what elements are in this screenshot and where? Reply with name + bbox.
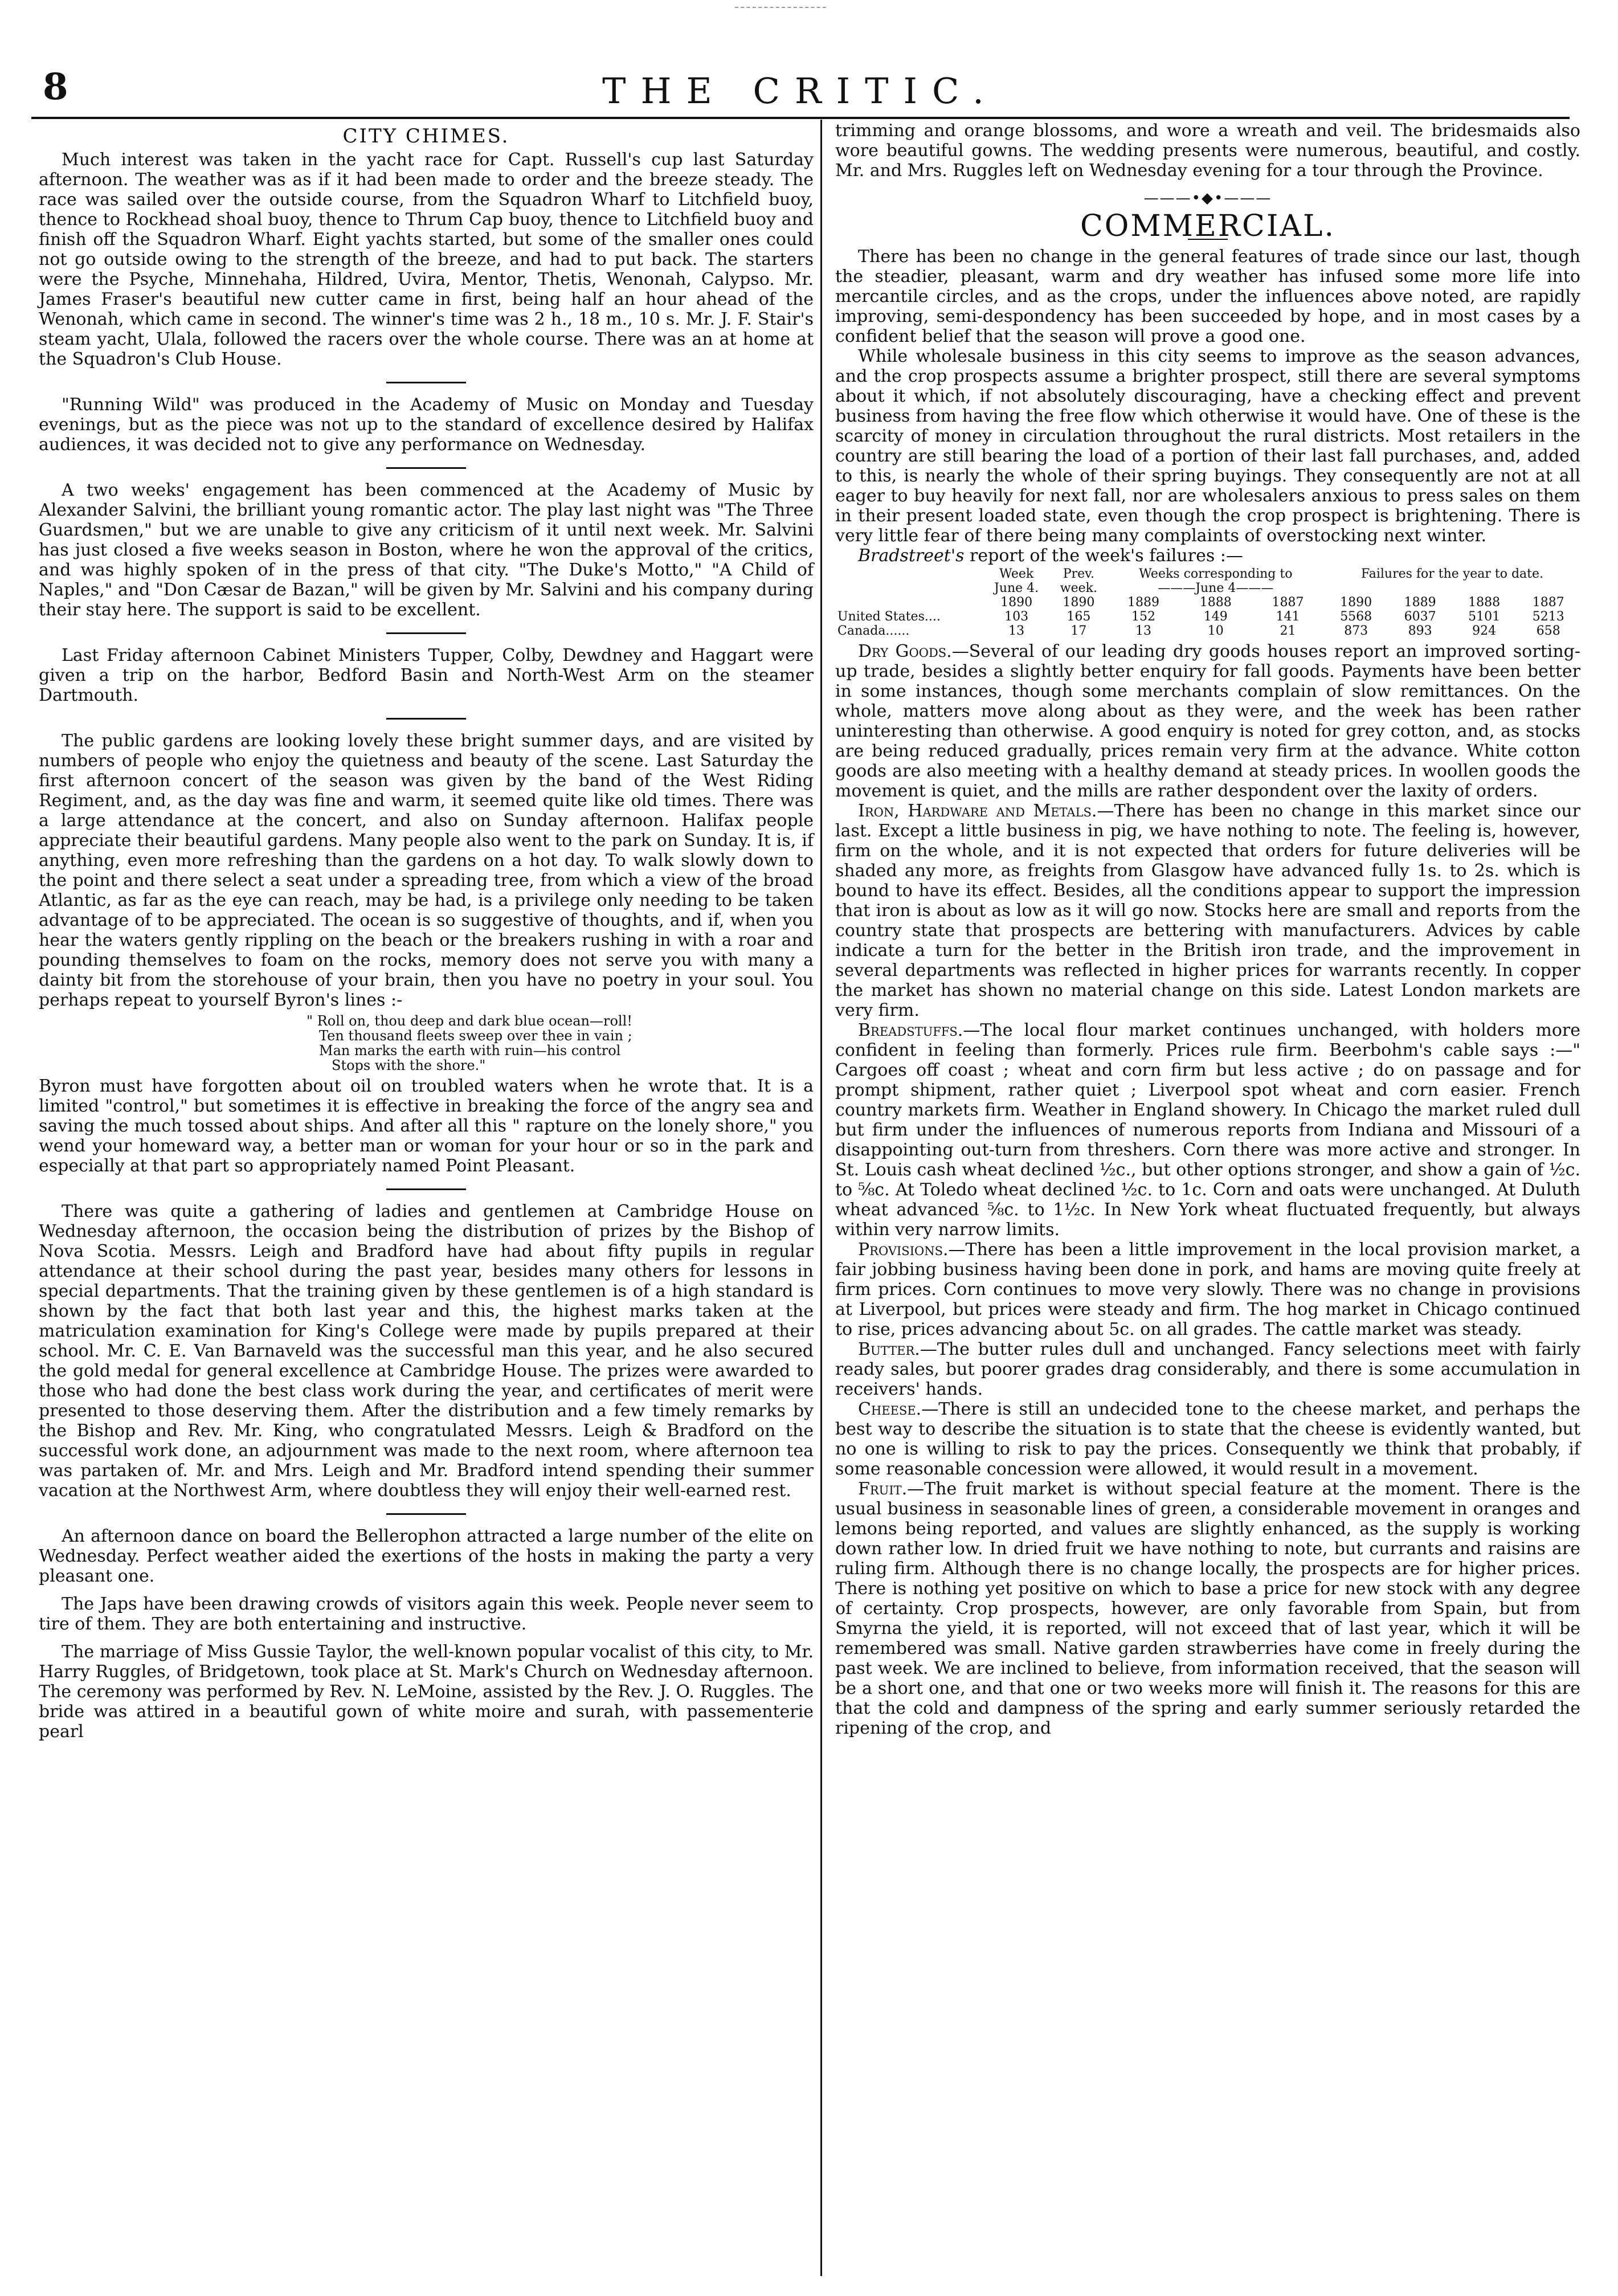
- header-rule: [31, 117, 1570, 119]
- article-public-gardens: The public gardens are looking lovely these bright summer days, and are visited by numbers of people who enjoy the quietness and beauty of the scene. Last Saturday the first afternoon concert of the season was given by the band of the West Riding Regiment, and, as the day was fine and warm, it seemed quite like old times. There was a large attendance at the concert, and also on Sunday afternoon. Halifax people appreciate their beautiful gardens. Many people also went to the park on Sunday. It is, if anything, even more refreshing than the gardens on a hot day. To walk slowly down to the point and there select a seat under a spreading tree, from which a view of the broad Atlantic, as far as the eye can reach, may be had, is a privilege only needing to be taken advantage of to be appreciated. The ocean is so suggestive of thoughts, and if, when you hear the waters gently rippling on the beach or the breakers rushing in with a roar and pounding themselves to foam on the rocks, memory does not serve you with many a dainty bit from the storehouse of your brain, then you have no poetry in your soul. You perhaps repeat to yourself Byron's lines :-: [39, 731, 814, 1010]
- table-cell: 5568: [1340, 610, 1372, 624]
- table-header-cell: ———June 4———: [1158, 581, 1274, 595]
- article-separator: [386, 632, 466, 634]
- article-marriage: The marriage of Miss Gussie Taylor, the well-known popular vocalist of this city, to Mr. Harry Ruggles, of Bridgetown, took place at St. Mark's Church on Wednesday afternoon. The ceremony was performed by Rev. N. LeMoine, assisted by the Rev. J. O. Ruggles. The bride was attired in a beautiful gown of white moire and surah, with passementerie pearl: [39, 1642, 814, 1742]
- byron-quote: [307, 1014, 814, 1073]
- section-label: Iron, Hardware and Metals.: [858, 801, 1097, 821]
- section-text: —The fruit market is without special feature at the moment. There is the usual business in seasonable lines of green, a considerable movement in oranges and lemons being reported, and values are slightly enhanced, as the supply is working down rather low. In dried fruit we have nothing to note, but currants and raisins are ruling firm. Although there is no change locally, the prospects are for higher prices. There is nothing yet positive on which to base a price for new stock with any degree of certainty. Crop prospects, however, are only favorable from Spain, but from Smyrna the yield, it is reported, will not exceed that of last year, which it will be remembered was small. Native garden strawberries have come in freely during the past week. We are inclined to believe, from information received, that the season will be a short one, and that one or two weeks more will finish it. The reasons for this are that the cold and dampness of the spring and early summer seriously retarded the ripening of the crop, and: [835, 1479, 1580, 1738]
- section-label: Fruit.: [858, 1479, 908, 1499]
- market-butter: [835, 1339, 1580, 1399]
- article-yacht-race: Much interest was taken in the yacht race for Capt. Russell's cup last Saturday afternoon. The weather was as if it had been made to order and the breeze steady. The race was sailed over the outside course, from the Squadron Wharf to Litchfield buoy, thence to Rockhead shoal buoy, thence to Thrum Cap buoy, thence to Litchfield buoy and finish off the Squadron Wharf. Eight yachts started, but some of the smaller ones could not go outside owing to the strength of the breeze, and had to put back. The starters were the Psyche, Minnehaha, Hildred, Uvira, Mentor, Thetis, Wenonah, Calypso. Mr. James Fraser's beautiful new cutter came in first, being half an hour ahead of the Wenonah, which came in second. The winner's time was 2 h., 18 m., 10 s. Mr. J. F. Stair's steam yacht, Ulala, followed the racers over the whole course. There was an at home at the Squadron's Club House.: [39, 150, 814, 369]
- scan-mark: [735, 7, 826, 8]
- article-bellerophon: An afternoon dance on board the Bellerophon attracted a large number of the elite on Wednesday. Perfect weather aided the exertions of the hosts in making the party a very pleasant one.: [39, 1526, 814, 1586]
- table-header-cell: [835, 567, 983, 581]
- table-header-cell: Week: [999, 567, 1034, 581]
- table-header-row: [835, 567, 1580, 581]
- table-cell: 658: [1536, 624, 1560, 638]
- bradstreet-name: Bradstreet's: [858, 546, 965, 566]
- ornament-divider: ———•◆•———: [1143, 190, 1272, 207]
- section-text: —There is still an undecided tone to the cheese market, and perhaps the best way to describe the situation is to state that the cheese is evidently wanted, but no one is willing to risk to pay the prices. Consequently we think that probably, if some reasonable concession were allowed, it would result in a movement.: [835, 1399, 1580, 1479]
- year-cell: 1888: [1199, 595, 1232, 610]
- table-cell: 103: [1004, 610, 1029, 624]
- bradstreet-intro: [835, 546, 1580, 566]
- section-text: —The local flour market continues unchanged, with holders more confident in feeling than formerly. Prices rule firm. Beerbohm's cable says :—" Cargoes off coast ; wheat and corn firm but less active ; do on passage and for prompt shipment, rather quiet ; Liverpool spot wheat and corn easier. French country markets firm. Weather in England showery. In Chicago the market ruled dull but firm under the influences of numerous reports from Indiana and Missouri of a disappointing out-turn from threshers. Corn there was more active and stronger. In St. Louis cash wheat declined ½c., but other options stronger, and show a gain of ½c. to ⅝c. At Toledo wheat declined ½c. to 1c. Corn and oats were unchanged. At Duluth wheat advanced ⅝c. to 1½c. In New York wheat fluctuated frequently, but always within very narrow limits.: [835, 1020, 1580, 1240]
- article-byron-comment: Byron must have forgotten about oil on troubled waters when he wrote that. It is a limited "control," but sometimes it is effective in breaking the force of the angry sea and saving the much tossed about ships. And after all this " rapture on the lonely shore," you wend your homeward way, a better man or woman for your hour or so in the park and especially at that part so appropriately named Point Pleasant.: [39, 1076, 814, 1176]
- market-iron: [835, 801, 1580, 1020]
- column-divider: [820, 120, 822, 2276]
- year-cell: 1890: [1340, 595, 1372, 610]
- market-breadstuffs: [835, 1020, 1580, 1240]
- commercial-heading: COMMERCIAL.: [1080, 209, 1335, 243]
- article-cabinet-trip: Last Friday afternoon Cabinet Ministers Tupper, Colby, Dewdney and Haggart were given a trip on the harbor, Bedford Basin and North-West Arm on the steamer Dartmouth.: [39, 646, 814, 705]
- section-label: Cheese.: [858, 1399, 922, 1419]
- bradstreet-text: report of the week's failures :—: [964, 546, 1243, 566]
- poem-line: Man marks the earth with ruin—his control: [319, 1043, 621, 1059]
- poem-line: " Roll on, thou deep and dark blue ocean—roll!: [307, 1013, 632, 1029]
- row-label: Canada......: [837, 624, 910, 638]
- masthead-title: THE CRITIC.: [602, 70, 999, 112]
- article-separator: [386, 1188, 466, 1190]
- market-provisions: [835, 1240, 1580, 1339]
- year-cell: 1887: [1272, 595, 1304, 610]
- year-cell: 1888: [1468, 595, 1501, 610]
- table-cell: 165: [1067, 610, 1091, 624]
- year-cell: 1887: [1532, 595, 1564, 610]
- right-column: [835, 121, 1580, 1738]
- left-column: [39, 121, 814, 1742]
- table-cell: 13: [1135, 624, 1151, 638]
- article-salvini: A two weeks' engagement has been commenced at the Academy of Music by Alexander Salvini, the brilliant young romantic actor. The play last night was "The Three Guardsmen," but we are unable to give any criticism of it until next week. Mr. Salvini has just closed a five weeks season in Boston, where he won the approval of the critics, and was highly spoken of in the press of that city. "The Duke's Motto," "A Child of Naples," and "Don Cæsar de Bazan," will be given by Mr. Salvini and his company during their stay here. The support is said to be excellent.: [39, 480, 814, 620]
- failures-table: [835, 567, 1580, 638]
- section-text: —The butter rules dull and unchanged. Fancy selections meet with fairly ready sales, but poorer grades drag considerably, and there is some accumulation in receivers' hands.: [835, 1339, 1580, 1399]
- article-marriage-continued: trimming and orange blossoms, and wore a wreath and veil. The bridesmaids also wore beautiful gowns. The wedding presents were numerous, beautiful, and costly. Mr. and Mrs. Ruggles left on Wednesday evening for a tour through the Province.: [835, 121, 1580, 181]
- commercial-wholesale: While wholesale business in this city seems to improve as the season advances, and the crop prospects assume a brighter prospect, still there are several symptoms about it which, if not absolutely discouraging, have a checking effect and prevent business from having the free flow which otherwise it would have. One of these is the scarcity of money in circulation throughout the rural districts. Most retailers in the country are still bearing the load of a portion of their last fall purchases, and, added to this, is nearly the whole of their spring buyings. They consequently are not at all eager to buy heavily for next fall, nor are wholesalers anxious to press sales on them in their present loaded state, even though the crop prospect is brightening. There is very little fear of there being many complaints of overstocking next winter.: [835, 346, 1580, 546]
- article-separator: [386, 382, 466, 383]
- poem-line: Stops with the shore.": [332, 1057, 486, 1073]
- table-cell: 10: [1207, 624, 1224, 638]
- table-header-cell: [835, 581, 983, 595]
- table-header-cell: Failures for the year to date.: [1360, 567, 1544, 581]
- section-text: —There has been no change in this market since our last. Except a little business in pig, we have nothing to note. The feeling is, however, firm on the whole, and it is not expected that orders for future deliveries will be shaded any more, as freights from Glasgow have advanced fully 1s. to 2s. which is bound to have its effect. Besides, all the conditions appear to support the impression that iron is about as low as it will go now. Stocks here are small and reports from the country state that prospects are bettering with manufacturers. Advices by cable indicate a turn for the better in the British iron trade, and the improvement in several departments was reflected in higher prices for warrants recently. In copper the market has shown no material change on this side. Latest London markets are very firm.: [835, 801, 1580, 1020]
- table-cell: 5101: [1468, 610, 1501, 624]
- table-cell: 141: [1276, 610, 1300, 624]
- table-header-row: [835, 581, 1580, 595]
- table-cell: 13: [1008, 624, 1025, 638]
- table-header-cell: June 4.: [994, 581, 1039, 595]
- commercial-general: There has been no change in the general features of trade since our last, though the steadier, pleasant, warm and dry weather has infused some more life into mercantile circles, and as the crops, under the influences above noted, are rapidly improving, semi-despondency has been succeeded by hope, and in most cases by a confident belief that the season will prove a good one.: [835, 247, 1580, 346]
- market-dry-goods: [835, 642, 1580, 801]
- year-cell: 1889: [1127, 595, 1159, 610]
- table-year-row: [835, 595, 1580, 610]
- section-label: Butter.: [858, 1339, 920, 1359]
- page-number: 8: [43, 66, 68, 108]
- year-cell: 1889: [1404, 595, 1436, 610]
- article-separator: [386, 1513, 466, 1515]
- year-cell: 1890: [1063, 595, 1095, 610]
- table-row: [835, 624, 1580, 638]
- page-header: [31, 66, 1570, 117]
- table-header-cell: week.: [1060, 581, 1097, 595]
- table-cell: 149: [1203, 610, 1228, 624]
- year-cell: 1890: [1000, 595, 1033, 610]
- poem-line: Ten thousand fleets sweep over thee in vain ;: [319, 1028, 632, 1044]
- section-text: —There has been a little improvement in the local provision market, a fair jobbing business having been done in pork, and hams are moving quite freely at firm prices. Corn continues to move very slowly. There was no change in provisions at Liverpool, but prices were steady and firm. The hog market in Chicago continued to rise, prices advancing about 5c. on all grades. The cattle market was steady.: [835, 1240, 1580, 1339]
- table-cell: 924: [1472, 624, 1497, 638]
- table-cell: 893: [1408, 624, 1432, 638]
- article-japs: The Japs have been drawing crowds of visitors again this week. People never seem to tire of them. They are both entertaining and instructive.: [39, 1594, 814, 1634]
- table-cell: 5213: [1532, 610, 1564, 624]
- table-cell: 152: [1131, 610, 1155, 624]
- table-cell: 17: [1071, 624, 1087, 638]
- table-row: [835, 610, 1580, 624]
- table-header-cell: Weeks corresponding to: [1139, 567, 1293, 581]
- article-running-wild: "Running Wild" was produced in the Academy of Music on Monday and Tuesday evenings, but as the piece was not up to the standard of excellence desired by Halifax audiences, it was decided not to give any performance on Wednesday.: [39, 395, 814, 455]
- market-cheese: [835, 1399, 1580, 1479]
- table-cell: 6037: [1404, 610, 1436, 624]
- section-label: Provisions.: [858, 1240, 949, 1260]
- section-label: Breadstuffs.: [858, 1020, 963, 1040]
- table-header-cell: Prev.: [1063, 567, 1094, 581]
- row-label: United States....: [837, 610, 941, 624]
- article-separator: [386, 467, 466, 469]
- article-cambridge-house: There was quite a gathering of ladies and gentlemen at Cambridge House on Wednesday afternoon, the occasion being the distribution of prizes by the Bishop of Nova Scotia. Messrs. Leigh and Bradford have had about fifty pupils in regular attendance at their school during the past year, besides many others for lessons in special departments. That the training given by these gentlemen is of a high standard is shown by the fact that both last year and this, the highest marks taken at the matriculation examination for King's College were made by pupils prepared at their school. Mr. C. E. Van Barnaveld was the successful man this year, and he also secured the gold medal for general excellence at Cambridge House. The prizes were awarded to those who had done the best class work during the year, and certificates of merit were presented to those deserving them. After the distribution and a few timely remarks by the Bishop and Rev. Mr. King, who congratulated Messrs. Leigh & Bradford on the successful work done, an adjournment was made to the next room, where afternoon tea was partaken of. Mr. and Mrs. Leigh and Mr. Bradford intend spending their summer vacation at the Northwest Arm, where doubtless they will enjoy their well-earned rest.: [39, 1202, 814, 1501]
- table-cell: 21: [1280, 624, 1296, 638]
- city-chimes-heading: CITY CHIMES.: [342, 125, 510, 148]
- section-label: Dry Goods.: [858, 642, 952, 661]
- table-cell: 873: [1344, 624, 1368, 638]
- market-fruit: [835, 1479, 1580, 1738]
- article-separator: [386, 718, 466, 720]
- section-text: —Several of our leading dry goods houses report an improved sorting-up trade, besides a slightly better enquiry for fall goods. Payments have been better in some instances, though some merchants complain of slow remittances. On the whole, matters move along about as they were, and the week has been rather uninteresting than otherwise. A good enquiry is noted for grey cotton, and, as stocks are being reduced gradually, prices remain very firm at the advance. White cotton goods are also meeting with a healthy demand at steady prices. In woollen goods the movement is quiet, and the mills are rather despondent over the laxity of orders.: [835, 642, 1581, 801]
